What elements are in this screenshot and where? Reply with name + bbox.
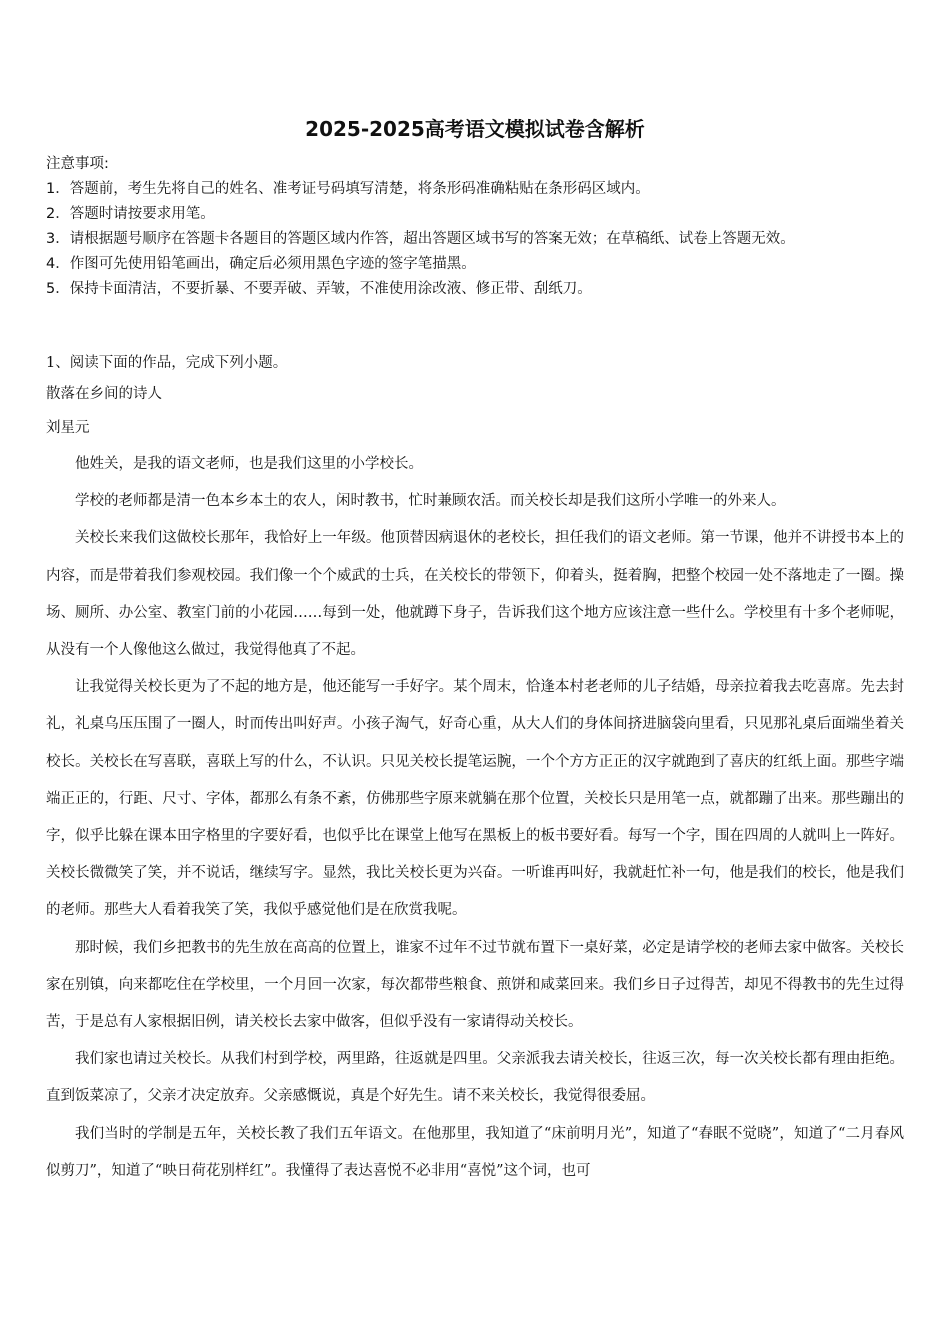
article-paragraph: 我们当时的学制是五年，关校长教了我们五年语文。在他那里，我知道了“床前明月光”，知道了“春眠不觉晓”，知道了“二月春风似剪刀”，知道了“映日荷花别样红”。我懂得了表达喜悦不必非用“喜悦”这个词，也可: [46, 1125, 904, 1179]
article-paragraph: 学校的老师都是清一色本乡本土的农人，闲时教书，忙时兼顾农活。而关校长却是我们这所小学唯一的外来人。: [75, 493, 786, 510]
article-author: 刘星元: [46, 420, 90, 436]
notice-item: 3．请根据题号顺序在答题卡各题目的答题区域内作答，超出答题区域书写的答案无效；在草稿纸、试卷上答题无效。: [46, 231, 795, 247]
page-title: 2025-2025高考语文模拟试卷含解析: [305, 117, 645, 141]
article-paragraph: 我们家也请过关校长。从我们村到学校，两里路，往返就是四里。父亲派我去请关校长，往返三次，每一次关校长都有理由拒绝。直到饭菜凉了，父亲才决定放弃。父亲感慨说，真是个好先生。请不来关校长，我觉得很委屈。: [46, 1051, 904, 1105]
notice-item: 5．保持卡面清洁，不要折暴、不要弄破、弄皱，不准使用涂改液、修正带、刮纸刀。: [46, 281, 592, 297]
article-title: 散落在乡间的诗人: [46, 386, 162, 402]
notice-section: [46, 152, 916, 302]
notice-item: 2．答题时请按要求用笔。: [46, 206, 215, 222]
question-1-prompt: 1、阅读下面的作品，完成下列小题。: [46, 355, 288, 371]
notice-item: 1．答题前，考生先将自己的姓名、准考证号码填写清楚，将条形码准确粘贴在条形码区域内。: [46, 181, 650, 197]
notice-heading: 注意事项:: [46, 156, 109, 172]
notice-item: 4．作图可先使用铅笔画出，确定后必须用黑色字迹的签字笔描黑。: [46, 256, 476, 272]
article-paragraph: 关校长来我们这做校长那年，我恰好上一年级。他顶替因病退休的老校长，担任我们的语文老师。第一节课，他并不讲授书本上的内容，而是带着我们参观校园。我们像一个个威武的士兵，在关校长的带领下，仰着头，挺着胸，把整个校园一处不落地走了一圈。操场、厕所、办公室、教室门前的小花园……每到一处，他就蹲下身子，告诉我们这个地方应该注意一些什么。学校里有十多个老师呢，从没有一个人像他这么做过，我觉得他真了不起。: [46, 530, 904, 659]
article-paragraph: 让我觉得关校长更为了不起的地方是，他还能写一手好字。某个周末，恰逢本村老老师的儿子结婚，母亲拉着我去吃喜席。先去封礼，礼桌乌压压围了一圈人，时而传出叫好声。小孩子淘气，好奇心重，从大人们的身体间挤进脑袋向里看，只见那礼桌后面端坐着关校长。关校长在写喜联，喜联上写的什么，不认识。只见关校长提笔运腕，一个个方方正正的汉字就跑到了喜庆的红纸上面。那些字端端正正的，行距、尺寸、字体，都那么有条不紊，仿佛那些字原来就躺在那个位置，关校长只是用笔一点，就都蹦了出来。那些蹦出的字，似乎比躲在课本田字格里的字要好看，也似乎比在课堂上他写在黑板上的板书要好看。每写一个字，围在四周的人就叫上一阵好。关校长微微笑了笑，并不说话，继续写字。显然，我比关校长更为兴奋。一听谁再叫好，我就赶忙补一句，他是我们的校长，他是我们的老师。那些大人看着我笑了笑，我似乎感觉他们是在欣赏我呢。: [46, 679, 904, 919]
article-body: [46, 446, 904, 1190]
article-paragraph: 那时候，我们乡把教书的先生放在高高的位置上，谁家不过年不过节就布置下一桌好菜，必定是请学校的老师去家中做客。关校长家在别镇，向来都吃住在学校里，一个月回一次家，每次都带些粮食、煎饼和咸菜回来。我们乡日子过得苦，却见不得教书的先生过得苦，于是总有人家根据旧例，请关校长去家中做客，但似乎没有一家请得动关校长。: [46, 939, 904, 1031]
article-paragraph: 他姓关，是我的语文老师，也是我们这里的小学校长。: [75, 456, 423, 472]
